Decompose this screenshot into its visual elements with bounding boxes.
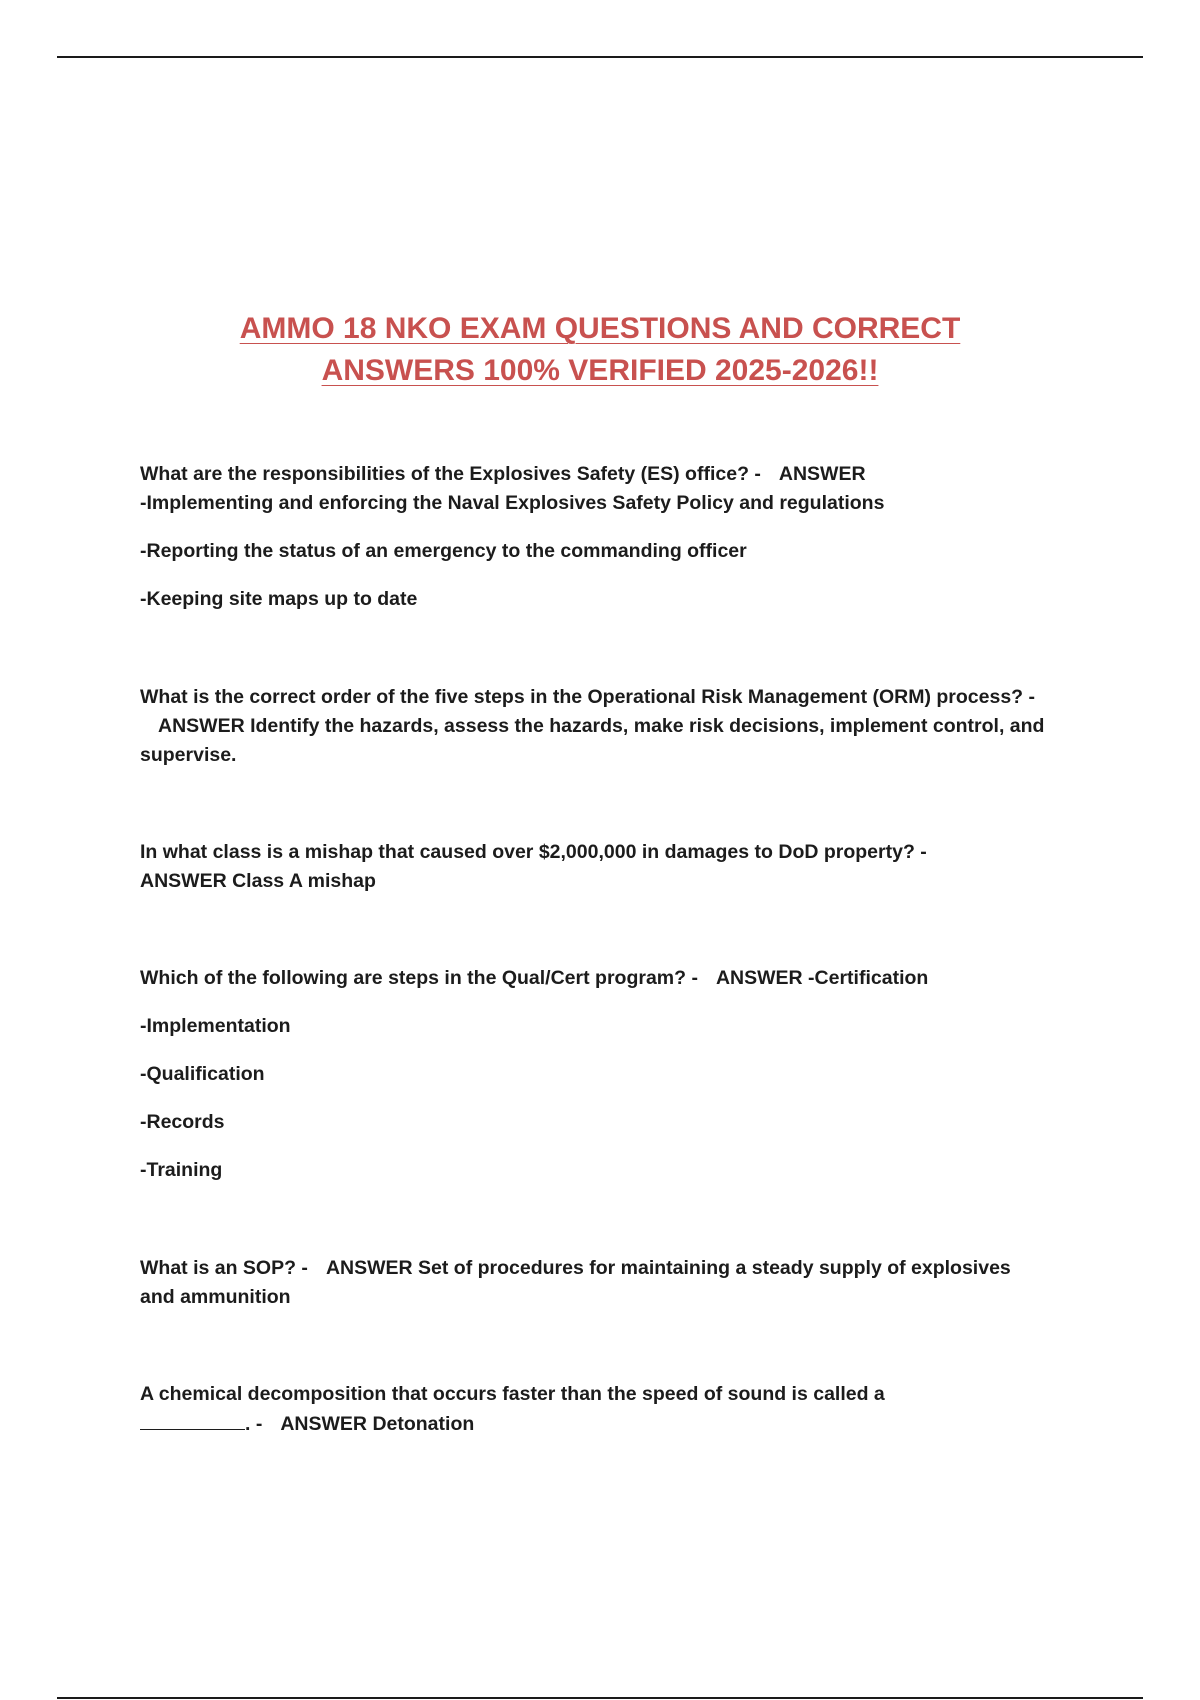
qa-item-6 xyxy=(140,1380,1050,1439)
qa-item-3 xyxy=(140,838,1050,896)
answer-label: ANSWER xyxy=(158,715,245,737)
bottom-rule xyxy=(57,1697,1143,1699)
title-line-2: ANSWERS 100% VERIFIED 2025-2026!! xyxy=(321,354,879,387)
qa-item-4 xyxy=(140,964,1050,1185)
answer-text: Detonation xyxy=(372,1413,475,1435)
answer-label: ANSWER xyxy=(715,967,803,989)
answer-line: -Training xyxy=(140,1159,223,1181)
answer-line: -Reporting the status of an emergency to the commanding officer xyxy=(140,540,747,562)
title-line-1: AMMO 18 NKO EXAM QUESTIONS AND CORRECT xyxy=(239,312,961,345)
blank-suffix: . - xyxy=(245,1413,263,1435)
question-text: What is an SOP? - xyxy=(140,1257,308,1279)
qa-item-1 xyxy=(140,460,1050,614)
top-rule xyxy=(57,56,1143,58)
answer-line: -Records xyxy=(140,1111,225,1133)
question-text: What are the responsibilities of the Explosives Safety (ES) office? - xyxy=(140,463,761,485)
answer-line: -Keeping site maps up to date xyxy=(140,588,418,610)
question-text: What is the correct order of the five steps in the Operational Risk Management (ORM) process? - xyxy=(140,686,1036,708)
question-text: Which of the following are steps in the Qual/Cert program? - xyxy=(140,967,698,989)
answer-label: ANSWER xyxy=(280,1413,368,1435)
answer-label: ANSWER xyxy=(778,463,866,485)
answer-line: -Implementation xyxy=(140,1015,291,1037)
answer-text: Set of procedures for maintaining a steady supply of explosives and ammunition xyxy=(140,1257,1011,1308)
question-text: In what class is a mishap that caused over $2,000,000 in damages to DoD property? - xyxy=(140,841,927,863)
answer-line: -Qualification xyxy=(140,1063,265,1085)
answer-text: Identify the hazards, assess the hazards, make risk decisions, implement control, and supervise. xyxy=(140,715,1045,766)
qa-item-2 xyxy=(140,683,1050,770)
answer-text: Class A mishap xyxy=(232,870,376,892)
question-text: A chemical decomposition that occurs faster than the speed of sound is called a xyxy=(140,1383,885,1405)
fill-in-blank xyxy=(140,1409,245,1430)
answer-line: -Certification xyxy=(808,967,929,989)
qa-item-5 xyxy=(140,1254,1050,1312)
answer-label: ANSWER xyxy=(325,1257,413,1279)
document-title xyxy=(0,308,1200,392)
answer-label: ANSWER xyxy=(140,870,227,892)
answer-line: -Implementing and enforcing the Naval Explosives Safety Policy and regulations xyxy=(140,492,885,514)
